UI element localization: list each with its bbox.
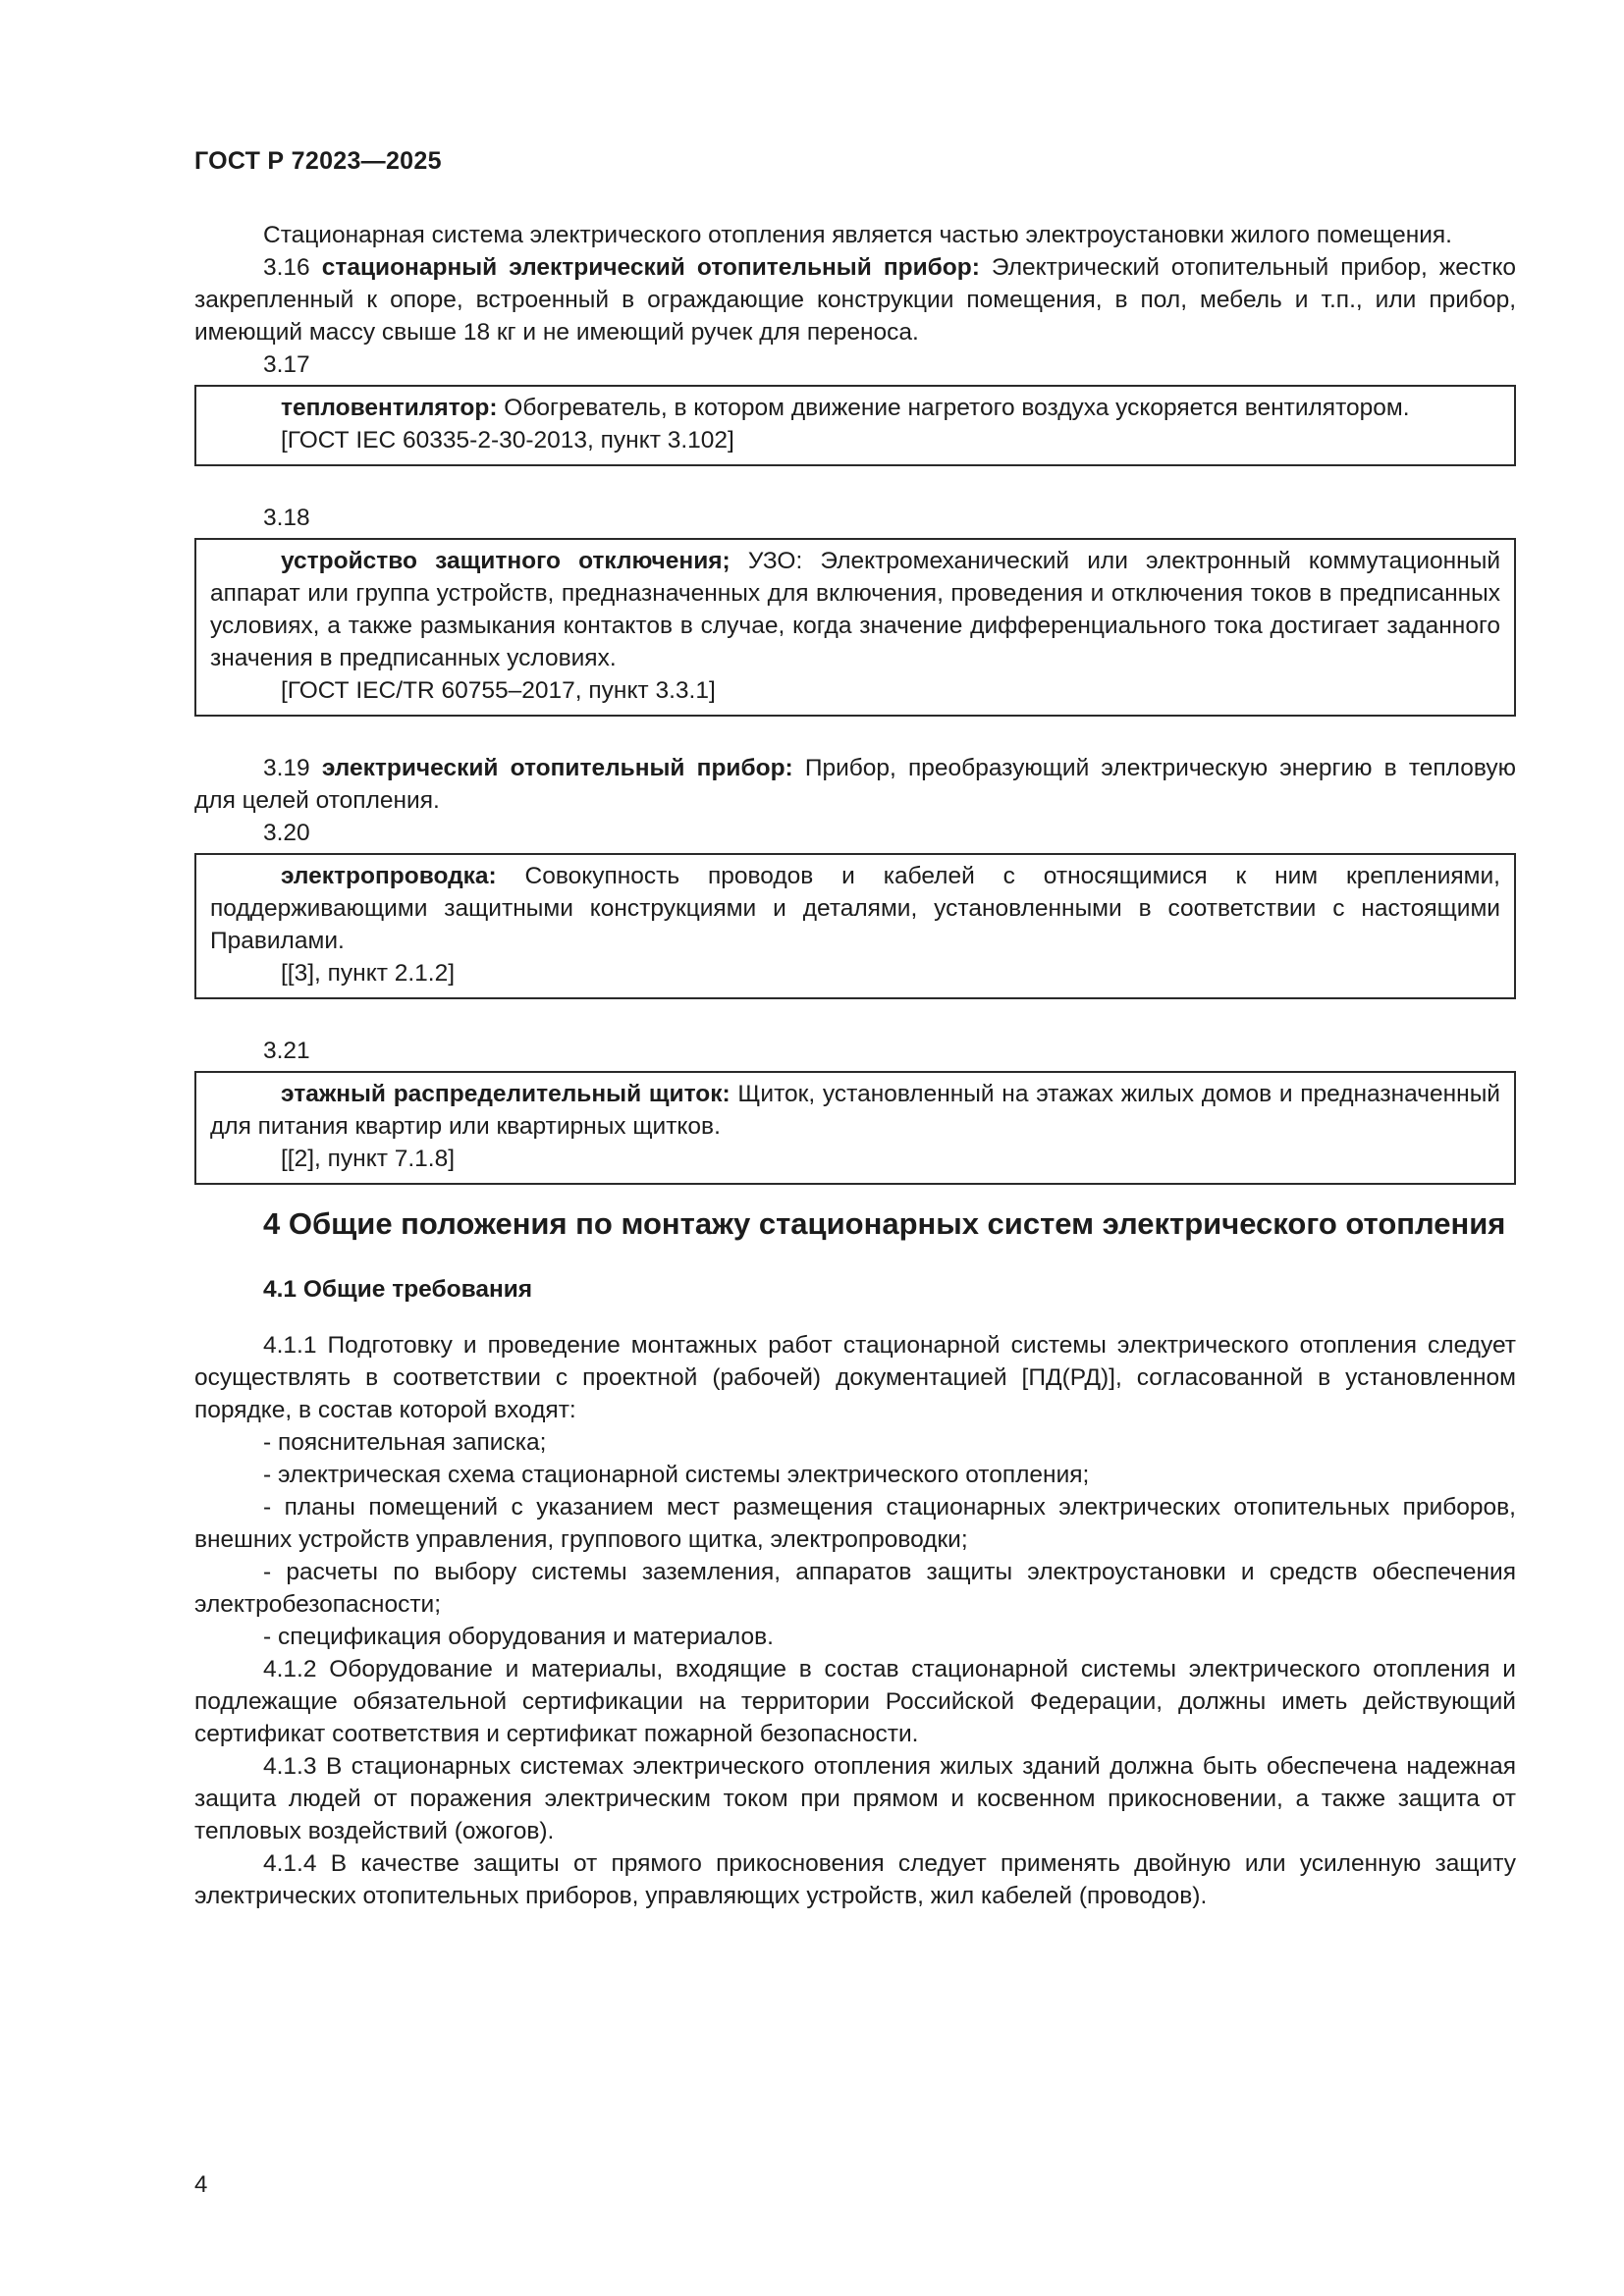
list-item: - пояснительная записка; bbox=[263, 1429, 547, 1456]
term-definition: Электрический отопительный прибор, жестко закрепленный к опоре, встроенный в ограждающие конструкции помещения, в пол, мебель и т.п., или прибор, имеющий массу свыше 18 кг и не имеющий ручек для переноса. bbox=[194, 254, 1516, 346]
term-source: [ГОСТ IEC 60335-2-30-2013, пункт 3.102] bbox=[281, 427, 734, 454]
intro-paragraph: Стационарная система электрического отопления является частью электроустановки жилого помещения. bbox=[263, 222, 1452, 248]
term-box-3-20 bbox=[194, 853, 1516, 999]
term-box-3-17 bbox=[194, 385, 1516, 466]
term-box-3-21 bbox=[194, 1071, 1516, 1185]
term-title: стационарный электрический отопительный прибор: bbox=[321, 254, 980, 281]
term-3-19 bbox=[194, 752, 1516, 817]
subsection-4-1-title: 4.1 Общие требования bbox=[263, 1276, 533, 1303]
term-3-21 bbox=[210, 1078, 1500, 1143]
document-page bbox=[194, 147, 1516, 1912]
term-box-3-18 bbox=[194, 538, 1516, 717]
paragraph-4-1-4: 4.1.4 В качестве защиты от прямого прикосновения следует применять двойную или усиленную защиту электрических отопительных приборов, управляющих устройств, жил кабелей (проводов). bbox=[194, 1850, 1516, 1909]
term-source: [[3], пункт 2.1.2] bbox=[281, 960, 456, 987]
term-3-17 bbox=[210, 392, 1500, 424]
term-title: устройство защитного отключения; bbox=[281, 548, 731, 574]
term-definition: УЗО: Электромеханический или электронный коммутационный аппарат или группа устройств, предназначенных для включения, проведения и отключения токов в предписанных условиях, а также размыкания контактов в случае, когда значение дифференциального тока достигает заданного значения в предписанных условиях. bbox=[210, 548, 1500, 671]
term-3-18 bbox=[210, 545, 1500, 674]
term-title: электропроводка: bbox=[281, 863, 497, 889]
term-number: 3.19 bbox=[263, 755, 310, 781]
term-title: этажный распределительный щиток: bbox=[281, 1081, 731, 1107]
paragraph-4-1-2: 4.1.2 Оборудование и материалы, входящие в состав стационарной системы электрического отопления и подлежащие обязательной сертификации на территории Российской Федерации, должны иметь действующий сертификат соответствия и сертификат пожарной безопасности. bbox=[194, 1656, 1516, 1747]
term-source: [ГОСТ IEC/TR 60755–2017, пункт 3.3.1] bbox=[281, 677, 716, 704]
term-number: 3.16 bbox=[263, 254, 310, 281]
document-header: ГОСТ Р 72023—2025 bbox=[194, 147, 442, 175]
term-source: [[2], пункт 7.1.8] bbox=[281, 1146, 456, 1172]
list-item: - электрическая схема стационарной системы электрического отопления; bbox=[263, 1462, 1090, 1488]
list-item: - планы помещений с указанием мест размещения стационарных электрических отопительных приборов, внешних устройств управления, группового щитка, электропроводки; bbox=[194, 1494, 1516, 1553]
term-definition: Совокупность проводов и кабелей с относящимися к ним креплениями, поддерживающими защитными конструкциями и деталями, установленными в соответствии с настоящими Правилами. bbox=[210, 863, 1500, 954]
term-3-16 bbox=[194, 251, 1516, 348]
section-4-title: 4 Общие положения по монтажу стационарных систем электрического отопления bbox=[263, 1206, 1506, 1241]
paragraph-4-1-3: 4.1.3 В стационарных системах электрического отопления жилых зданий должна быть обеспечена надежная защита людей от поражения электрическим током при прямом и косвенном прикосновении, а также защита от тепловых воздействий (ожогов). bbox=[194, 1753, 1516, 1844]
page-number: 4 bbox=[194, 2171, 208, 2198]
paragraph-4-1-1: 4.1.1 Подготовку и проведение монтажных работ стационарной системы электрического отопления следует осуществлять в соответствии с проектной (рабочей) документацией [ПД(РД)], согласованной в установленном порядке, в состав которой входят: bbox=[194, 1332, 1516, 1423]
term-number-3-18: 3.18 bbox=[263, 505, 310, 531]
list-item: - расчеты по выбору системы заземления, аппаратов защиты электроустановки и средств обеспечения электробезопасности; bbox=[194, 1559, 1516, 1618]
term-number-3-21: 3.21 bbox=[263, 1038, 310, 1064]
term-title: тепловентилятор: bbox=[281, 395, 498, 421]
term-3-20 bbox=[210, 860, 1500, 957]
term-title: электрический отопительный прибор: bbox=[321, 755, 793, 781]
term-definition: Прибор, преобразующий электрическую энергию в тепловую для целей отопления. bbox=[194, 755, 1516, 814]
term-number-3-20: 3.20 bbox=[263, 820, 310, 846]
list-item: - спецификация оборудования и материалов. bbox=[263, 1624, 774, 1650]
term-definition: Обогреватель, в котором движение нагретого воздуха ускоряется вентилятором. bbox=[497, 395, 1410, 421]
term-definition: Щиток, установленный на этажах жилых домов и предназначенный для питания квартир или квартирных щитков. bbox=[210, 1081, 1500, 1140]
term-number-3-17: 3.17 bbox=[263, 351, 310, 378]
